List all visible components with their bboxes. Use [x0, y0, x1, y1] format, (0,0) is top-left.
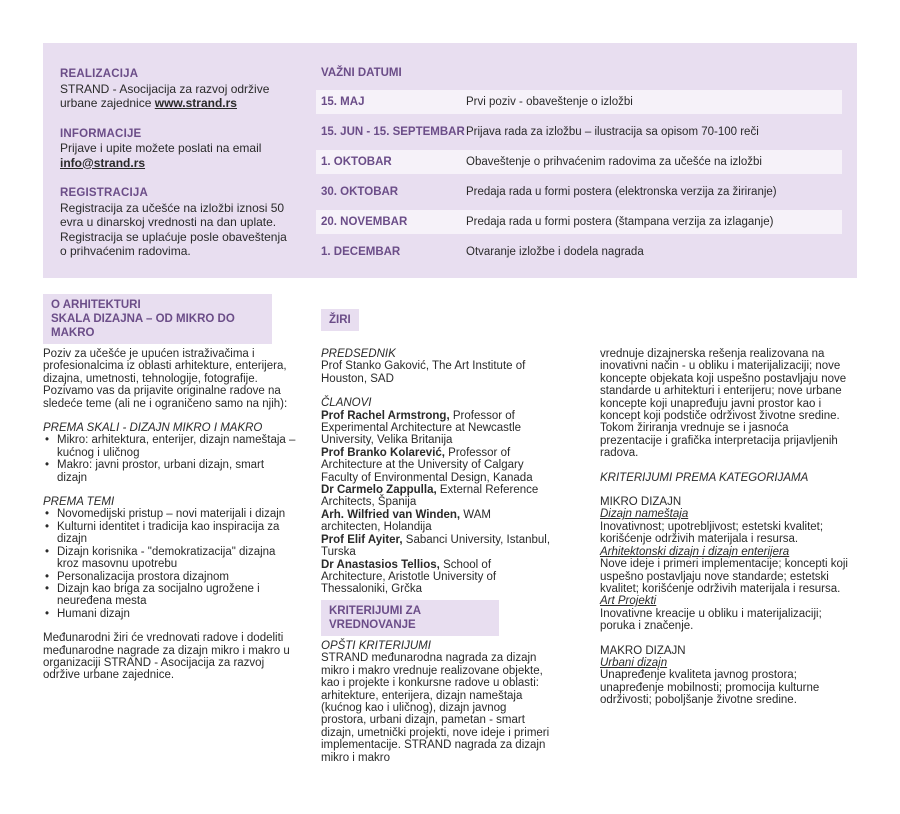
date-desc: Prijava rada za izložbu – ilustracija sa opisom 70-100 reči	[466, 126, 759, 138]
theme-list	[43, 508, 296, 620]
column-1	[43, 348, 296, 682]
date-row	[316, 210, 842, 234]
info-text: STRAND - Asocijacija za razvoj održive urbane zajednice	[60, 81, 270, 110]
subsection-title: PREMA SKALI - DIZAJN MIKRO I MAKRO	[43, 422, 263, 435]
macro-title: MAKRO DIZAJN	[600, 644, 686, 657]
date-desc: Prvi poziv - obaveštenje o izložbi	[466, 96, 633, 108]
list-item: • Novomedijski pristup – novi materijali i dizajn	[43, 508, 296, 520]
realizacija-block	[60, 67, 290, 111]
date-desc: Otvaranje izložbe i dodela nagrada	[466, 246, 644, 258]
member: Dr Anastasios Tellios, School of Architecture, Aristotle University of Thessaloniki, Grčka	[321, 558, 497, 596]
intro-paragraph: Poziv za učešće je upućen istraživačima i profesionalcima iz oblasti arhitekture, enterijera, dizajna, umetnosti, tehnologije, fotografije. Pozivamo vas da prijavite originalne radove na sledeće teme (ali ne i ograničeno samo na njih):	[43, 348, 288, 410]
list-item: • Dizajn korisnika - "demokratizacija" dizajna kroz masovnu upotrebu	[43, 546, 296, 571]
column-3	[600, 348, 850, 707]
general-criteria-label: OPŠTI KRITERIJUMI	[321, 640, 431, 652]
column-2-criteria	[321, 640, 551, 764]
date-row	[316, 120, 842, 144]
general-criteria-text: STRAND međunarodna nagrada za dizajn mikro i makro vrednuje realizovane objekte, kao i projekte i konkursne radove u oblasti: arhitekture, enterijera, dizajn nameštaja (kućnog kao i uličnog), dizajn javnog prostora, urbani dizajn, pametan - smart dizajn, umetnički projekti, nove ideje i primeri implementacije. STRAND nagrada za dizajn mikro i makro	[321, 652, 550, 764]
email-link[interactable]: info@strand.rs	[60, 155, 146, 170]
date-label: 30. OKTOBAR	[321, 186, 399, 198]
paragraph: Tokom žiriranja vrednuje se i jasnoća prezentacije i grafička interpretacija prijavljenih radova.	[600, 422, 838, 460]
jury-heading: ŽIRI	[321, 309, 359, 331]
date-row	[316, 90, 842, 114]
info-text: Prijave i upite možete poslati na email	[60, 141, 262, 155]
date-label: 1. OKTOBAR	[321, 156, 392, 168]
column-2	[321, 348, 551, 596]
category-text: Nove ideje i primeri implementacije; koncepti koji uspešno postavljaju nove standarde; estetski kvalitet; korišćenje održivih materijala i resursa.	[600, 558, 848, 595]
info-panel	[43, 43, 857, 278]
category-subtitle: Urbani dizajn	[600, 656, 668, 669]
category-criteria-title: KRITERIJUMI PREMA KATEGORIJAMA	[600, 471, 809, 484]
category-text: Inovativne kreacije u obliku i materijalizaciji; poruka i značenje.	[600, 607, 822, 633]
date-row	[316, 150, 842, 174]
info-heading: REALIZACIJA	[60, 68, 139, 80]
subsection-title: PREMA TEMI	[43, 496, 115, 509]
scale-list	[43, 434, 296, 484]
list-item: • Kulturni identitet i tradicija kao inspiracija za dizajn	[43, 521, 296, 546]
heading-line: O ARHITEKTURI	[51, 299, 141, 311]
section-heading	[43, 294, 272, 344]
member: Prof Rachel Armstrong, Professor of Experimental Architecture at Newcastle University, Velika Britanija	[321, 409, 522, 447]
list-item: • Humani dizajn	[43, 608, 296, 620]
date-desc: Predaja rada u formi postera (štampana verzija za izlaganje)	[466, 216, 774, 228]
date-desc: Predaja rada u formi postera (elektronska verzija za žiriranje)	[466, 186, 777, 198]
members-label: ČLANOVI	[321, 397, 372, 410]
category-subtitle: Dizajn nameštaja	[600, 508, 689, 521]
category-subtitle: Arhitektonski dizajn i dizajn enterijera	[600, 545, 790, 558]
member: Prof Elif Ayiter, Sabanci University, Istanbul, Turska	[321, 533, 551, 559]
list-item: • Personalizacija prostora dizajnom	[43, 571, 296, 583]
website-link[interactable]: www.strand.rs	[154, 96, 237, 110]
micro-title: MIKRO DIZAJN	[600, 496, 682, 509]
president-label: PREDSEDNIK	[321, 348, 396, 360]
info-heading: REGISTRACIJA	[60, 187, 149, 199]
criteria-heading: KRITERIJUMI ZA VREDNOVANJE	[321, 600, 499, 636]
list-item: • Dizajn kao briga za socijalno ugrožene i neuređena mesta	[43, 583, 296, 608]
info-column	[60, 67, 290, 275]
date-label: 15. MAJ	[321, 96, 365, 108]
paragraph: vrednuje dizajnerska rešenja realizovana na inovativni način - u obliku i materijalizaciji; nove koncepte objekata koji uspešno postavljaju nove standarde u arhitekturi i enterijeru; nove urbane koncepte koji unapređuju javni prostor kao i koncept koji podstiče održivost životne sredine.	[600, 348, 847, 423]
category-subtitle: Art Projekti	[600, 595, 657, 608]
category-text: Unapređenje kvaliteta javnog prostora; unapređenje mobilnosti; promocija kulturne održivosti; poboljšanje životne sredine.	[600, 669, 820, 707]
category-text: Inovativnost; upotrebljivost; estetski kvalitet; korišćenje održivih materijala i resursa.	[600, 520, 824, 546]
date-label: 15. JUN - 15. SEPTEMBAR	[321, 126, 465, 138]
date-row	[316, 180, 842, 204]
informacije-block	[60, 127, 290, 171]
date-row	[316, 240, 842, 264]
dates-title: VAŽNI DATUMI	[321, 67, 402, 79]
president-name: Prof Stanko Gaković, The Art Institute of Houston, SAD	[321, 360, 526, 385]
member: Arh. Wilfried van Winden, WAM architecten, Holandija	[321, 508, 491, 534]
date-label: 20. NOVEMBAR	[321, 216, 408, 228]
registracija-block	[60, 186, 290, 259]
list-item: • Mikro: arhitektura, enterijer, dizajn nameštaja – kućnog i uličnog	[43, 434, 296, 459]
member: Prof Branko Kolarević, Professor of Architecture at the University of Calgary Faculty of Environmental Design, Kanada	[321, 446, 533, 484]
outro-paragraph: Međunarodni žiri će vrednovati radove i dodeliti međunarodne nagrade za dizajn mikro i makro u organizaciji STRAND - Asocijacija za razvoj održive urbane zajednice.	[43, 632, 290, 682]
date-label: 1. DECEMBAR	[321, 246, 401, 258]
date-desc: Obaveštenje o prihvaćenim radovima za učešće na izložbi	[466, 156, 762, 168]
heading-line: SKALA DIZAJNA – OD MIKRO DO MAKRO	[51, 313, 235, 339]
member: Dr Carmelo Zappulla, External Reference Architects, Španija	[321, 484, 539, 509]
list-item: • Makro: javni prostor, urbani dizajn, smart dizajn	[43, 459, 296, 484]
info-heading: INFORMACIJE	[60, 127, 142, 140]
info-text: Registracija za učešće na izložbi iznosi 50 evra u dinarskoj vrednosti na dan uplate. Registracija se uplaćuje posle obaveštenja o prihvaćenim radovima.	[60, 200, 287, 258]
